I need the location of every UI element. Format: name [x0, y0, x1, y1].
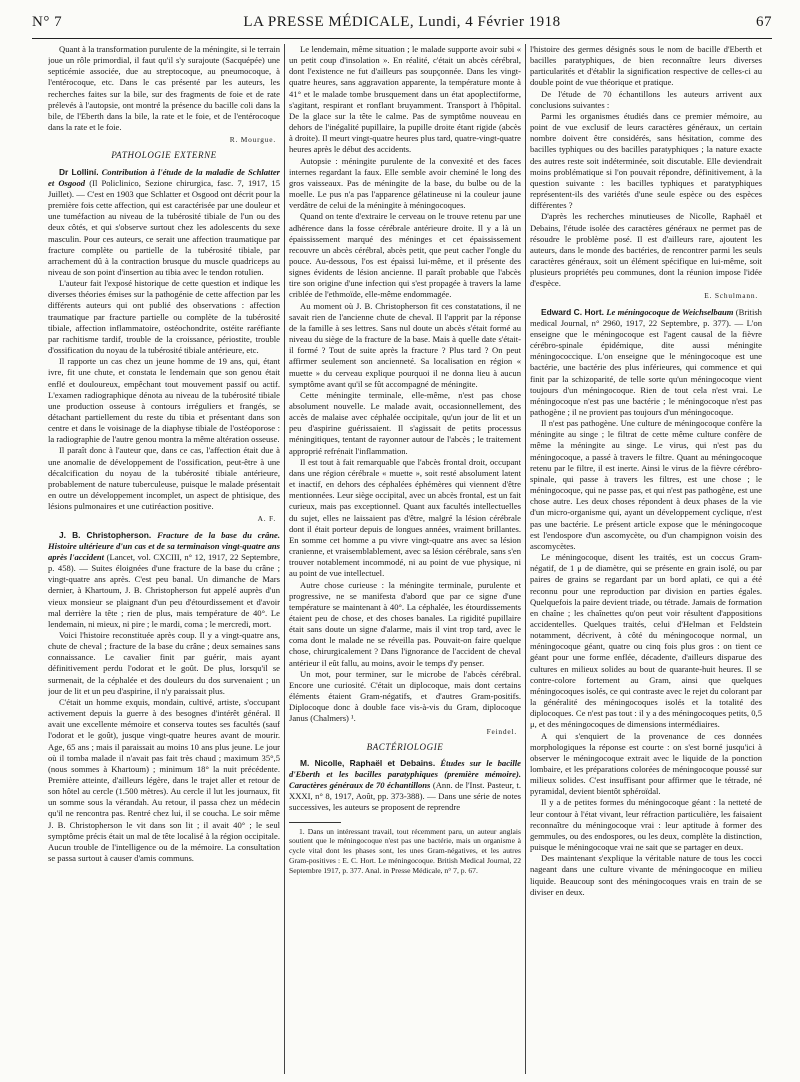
section-heading: BACTÉRIOLOGIE — [366, 741, 444, 752]
paragraph: Un mot, pour terminer, sur le microbe de l'abcès cérébral. Encore une curiosité. C'était un diplocoque, mais dont certains éléments étaient Gram-négatifs, et d'autres Gram-positifs. Diplocoque donc à double face vis-à-vis du Gram, diplocoque Janus (Chalmers) ¹. — [289, 668, 521, 724]
paragraph: Il est tout à fait remarquable que l'abcès frontal droit, occupant dans une région cérébrale « muette », soit resté absolument latent et inactif, en dehors des céphalées éphémères qui viennent d'être mentionnées. Leur siège occipital, avec un abcès frontal, est un fait curieux, mais pas exceptionnel. Quant aux facultés intellectuelles du sujet, elles ne laissaient pas d'être, malgré la lésion cérébrale dont il était porteur depuis de longues années, vraiment brillantes. En somme cet homme a pu vivre vingt-quatre ans avec sa lésion cranienne, et vraisemblablement, avec sa lésion cérébrale, sans s'en trouver notablement incommodé, ni au point de vue physique, ni au point de vue intellectuel. — [289, 456, 521, 579]
page-number: 67 — [756, 14, 772, 30]
paragraph: Il y a de petites formes du méningocoque géant : la netteté de leur contour à l'état vivant, leur réfraction particulière, les faisaient reconnaître du méningocoque vrai : leur aptitude à former des gemmules, ou des endospores, ou les deux, complète la distinction, puisque le méningocoque vrai ne sait que se partager en deux. — [530, 797, 762, 853]
paragraph: D'après les recherches minutieuses de Nicolle, Raphaël et Debains, l'étude isolée des caractères généraux ne permet pas de résoudre le problème posé. Il est d'ailleurs rare, ajoutent les auteurs, dans le monde des bactéries, de rencontrer parmi les seuls caractères généraux, soit un élément spécifique en lui-même, soit plusieurs propriétés peu communes, dont la réunion impose l'idée d'espèce. — [530, 211, 762, 289]
signature: E. Schulmann. — [704, 291, 758, 301]
paragraph: Autre chose curieuse : la méningite terminale, purulente et progressive, ne se manifesta d'abord que par ce signe d'une température se maintenant à 40°. La céphalée, les étourdissements étaient peu de chose, et des choses banales. La rigidité pupillaire était sans doute un signe d'alarme, mais il vint trop tard, avec le coma dont le malade ne se réveilla pas. Pouvait-on faire quelque chose, chirurgicalement ? Dans l'ignorance de l'accident de cheval antérieur il eût fallu, au moins, avoir le temps d'y penser. — [289, 579, 521, 668]
journal-title: LA PRESSE MÉDICALE, Lundi, 4 Février 1918 — [243, 14, 561, 30]
abstract-body: — Dans une série de notes successives, les auteurs se proposent de reprendre — [289, 791, 521, 813]
paragraph: Des maintenant s'explique la véritable nature de tous les cocci nageant dans une culture vivante de méningocoque en milieu liquide. Beaucoup sont des méningocoques vrais en train de se diviser en deux. — [530, 853, 762, 897]
column-3 — [530, 44, 762, 1074]
issue-number: N° 7 — [32, 14, 63, 30]
signature: Feindel. — [486, 726, 517, 736]
reference: (Lancet, vol. CXCIII, n° 12, 1917, 22 Septembre, p. 458). — [48, 551, 280, 574]
reference: (British medical Journal, n° 2960, 1917, 22 Septembre, p. 377). — [530, 306, 762, 328]
abstract-body: — L'on enseigne que le méningocoque est l'agent causal de la fièvre cérébro-spinale épidémique, dite aussi méningite méningococcique. L'on enseigne que le méningocoque est une bactérie, une bactérie des plus inférieures, qui commence et qui finit par la schizoparité, de telle sorte qu'un méningocoque vient toujours d'un méningocoque. Rien de tout cela n'est vrai. Le méningocoque n'est pas une bactérie ; le méningocoque n'est pas pathogène ; il ne provient pas toujours d'un méningocoque. — [530, 317, 762, 417]
paragraph: Quand on tente d'extraire le cerveau on le trouve retenu par une adhérence dans la fosse cérébrale antérieure droite. Il y a là un épaississement marqué des méninges et cet épaississement recouvre un abcès cérébral, abcès petit, que peut cacher l'ongle du pouce. Au-dessous, l'os est épaissi lui-même, et il présente des signes évidents de lésion ancienne. Il paraît probable que l'abcès tire son origine d'une infection qui s'est propagée à travers la lame criblée de l'ethmoïde, elle-même endommagée. — [289, 211, 521, 300]
column-1 — [48, 44, 280, 1074]
paragraph: Il n'est pas pathogène. Une culture de méningocoque confère la méningite au singe ; le filtrat de cette même culture confère de même la méningite au singe. Le virus, qui n'est pas du méningocoque, a passé à travers le filtre. Quant au méningocoque retenu par le filtre, il est inerte. Ainsi le virus de la fièvre cérébro-spinale, qui passe à travers les filtres, est une chose ; le méningocoque, qui ne passe pas, et qui n'est pas pathogène, est une chose autre. Les deux choses répondent à deux phases de la vie d'un micro-organisme qui, ayant un développement cyclique, n'est pas une bactérie. Le présent article expose que le méningocoque est l'endospore d'un ascomycète, ou d'un champignon voisin des ascomycètes. — [530, 418, 762, 551]
paragraph: Autopsie : méningite purulente de la convexité et des faces internes regardant la faux. Elle semble avoir cheminé le long des gros vaisseaux. Pas de méningite de la base, du bulbe ou de la moelle. Le pus n'a pas l'apparence gélatineuse ni la couleur jaune verdâtre de celui de la méningite à méningocoques. — [289, 155, 521, 211]
column-2 — [289, 44, 521, 1074]
author: M. Nicolle, Raphaël et Debains. — [300, 757, 436, 768]
abstract-christopherson — [48, 530, 280, 630]
column-divider — [525, 44, 526, 1074]
abstract-body: — Suites éloignées d'une fracture de la base du crâne ; vingt-quatre ans après. C'est peu banal. Un dimanche de Mars dernier, à Khartoum, J. B. Christopherson fut appelé auprès d'un vieux monsieur se plaignant d'un peu d'étourdissement et d'avoir mal derrière la tête ; rien de plus, mais température de 40°. Le lendemain, ni mieux, ni pire ; le mardi, coma ; le mercredi, mort. — [48, 563, 280, 629]
abstract-hort — [530, 307, 762, 419]
author: Dr Lolliní. — [59, 166, 99, 177]
paragraph: Il paraît donc à l'auteur que, dans ce cas, l'affection était due à une anomalie de développement de l'ossification, peut-être à une décalcification du noyau de la tubérosité tibiale antérieure, probablement de nature tuberculeuse, puisque le malade présentait en outre un développement incomplet, un aspect de phtisique, des lésions pulmonaires et une cutiréaction positive. — [48, 445, 280, 512]
article-title: Le méningocoque de Weichselbaum — [606, 306, 734, 317]
article-title: Études sur le bacille d'Eberth et les bacilles paratyphiques (première mémoire). Caractères généraux de 70 échantillons — [289, 757, 521, 791]
signature: R. Mourgue. — [229, 135, 276, 145]
paragraph: De l'étude de 70 échantillons les auteurs arrivent aux conclusions suivantes : — [530, 88, 762, 110]
abstract-nicolle — [289, 758, 521, 814]
paragraph: Voici l'histoire reconstituée après coup. Il y a vingt-quatre ans, chute de cheval ; fracture de la base du crâne ; deux semaines sans connaissance. Le cavalier finit par guérir, mais ayant définitivement perdu l'odorat et le goût. De plus, lorsqu'il se surmenait, de la céphalée et des douleurs du dos survenaient ; un jour de lit et un peu d'aspirine, il n'y paraissait plus. — [48, 629, 280, 696]
page-header — [32, 14, 772, 36]
paragraph: l'histoire des germes désignés sous le nom de bacille d'Eberth et bacilles paratyphiques, de bien reconnaître leurs diverses particularités et d'établir la signification respective de celles-ci au double point de vue théorique et pratique. — [530, 44, 762, 88]
reference: (Il Policlinico, Sezione chirurgica, fasc. 7, 1917, 15 Juillet). — [48, 177, 280, 199]
paragraph: C'était un homme exquis, mondain, cultivé, artiste, s'occupant activement depuis la guerre à des besognes d'intérêt général. Il avait une excellente mémoire et conserva toutes ses facultés (sauf l'odorat et le goût), jusque vingt-quatre heures avant de mourir. Age, 65 ans ; mais il paraissait au moins 10 ans plus jeune. Le jour où il tomba malade il n'avait pas fait très chaud ; maximum 35°,5 (nous sommes à Khartoum) ; minimum 18° la nuit précédente. Première atteinte, d'ailleurs légère, dans le trajet aller et retour de son hôtel au cercle (1.500 mètres). Au cercle il lut les journaux, fit un somme sous la vérandah. Au retour, il passa chez un médecin qu'il ne rencontra pas. Rentré chez lui, il se coucha. Le soir même J. B. Christopherson le vit dans son lit ; il avait 40° ; le seul symptôme précis était un mal de tête localisé à la région occipitale. Aucun trouble de l'intelligence ou de la mémoire. La consultation se passa surtout à causer d'amis communs. — [48, 696, 280, 864]
abstract-lollini — [48, 167, 280, 279]
article-title: Contribution à l'étude de la maladie de Schlatter et Osgood — [48, 166, 280, 188]
section-heading: PATHOLOGIE EXTERNE — [111, 150, 217, 161]
author: Edward C. Hort. — [541, 306, 605, 317]
paragraph: Le lendemain, même situation ; le malade supporte avoir subi « un petit coup d'insolation ». En réalité, c'était un abcès cérébral, dont l'existence ne fut d'ailleurs pas soupçonnée. Dans les vingt-quatre heures, sans aggravation apparente, la température monte à 41° et le malade tombe brusquement dans un état apoplectiforme, s'agitant, respirant et ronflant bruyamment. Transport à l'hôpital. De la glace sur la tête le calme. Pas de symptôme nouveau en dehors de l'inégalité pupillaire, la pupille droite étant rigide (abcès à droite). Il meurt vingt-quatre heures plus tard, quatre-vingt-quatre heures après le début des accidents. — [289, 44, 521, 155]
paragraph: Quant à la transformation purulente de la méningite, si le terrain joue un rôle primordial, il faut qu'il s'y surajoute (Sacquépée) une septicémie associée, due au streptocoque, au pneumocoque, à l'entérocoque, etc. Dans le cas présenté par les auteurs, les recherches faites sur la bile, sur des fragments de foie et de rate prélevés à l'autopsie, ont montré la présence du bacille coli dans la bile, de l'Eberth dans la bile, la rate et le foie, et de l'entérocoque dans la rate et le foie. — [48, 44, 280, 133]
signature: A. F. — [257, 514, 276, 524]
header-rule — [32, 38, 772, 39]
abstract-body: — C'est en 1903 que Schlatter et Osgood ont décrit pour la première fois cette affection, qui est caractérisée par une douleur et une tuméfaction au niveau de la tubérosité tibiale de l'un ou des deux côtés, et qui s'observe surtout chez les adolescents du sexe masculin. Pour ces auteurs, ce serait une affection traumatique par fracture complète ou partielle de la tubérosité tibiale, par arrachement dû à la contraction brusque du muscle quadriceps au niveau de son point d'insertion au tibia avec le tendon rotulien. — [48, 188, 280, 277]
footnote: 1. Dans un intéressant travail, tout récemment paru, un auteur anglais soutient que le méningocoque n'est pas une bactérie, mais un organisme à cycle vital dont les phases sont, les unes Gram-négatives, et les autres Gram-positives : E. C. Hort. Le méningocoque. British Medical Journal, 22 Septembre 1917, p. 377. Anal. in Presse Médicale, n° 7, p. 67. — [289, 826, 521, 875]
column-divider — [284, 44, 285, 1074]
author: J. B. Christopherson. — [59, 529, 152, 540]
footnote-rule — [289, 822, 341, 823]
paragraph: A qui s'enquiert de la provenance de ces données morphologiques la réponse est courte : on s'est borné jusqu'ici à observer le méningocoque extrait avec le liquide de la ponction lombaire, et les préparations colorées de méningocoque poussé sur milieux solides. C'est insuffisant pour affirmer que le tétrade, né pyramidal, devient bientôt sphéroïdal. — [530, 730, 762, 797]
paragraph: Cette méningite terminale, elle-même, n'est pas chose absolument nouvelle. Le malade avait, occasionnellement, des accès de malaise avec céphalée occipitale, qu'un jour de lit et un peu d'aspirine guérissaient. Il s'agissait de petits processus méningitiques, tentant de rayonner autour de l'abcès ; le traitement approprié refrénait l'inflammation. — [289, 389, 521, 456]
reference: (Ann. de l'Inst. Pasteur, t. XXXI, n° 8, 1917, Août, pp. 373-388). — [289, 780, 521, 802]
paragraph: Il rapporte un cas chez un jeune homme de 19 ans, qui, étant ivre, fit une chute, et constata le lendemain que son genou était enflé et douloureux, empêchant tout mouvement passif ou actif. L'examen radiographique dénota au niveau de la tubérosité tibiale une production osseuse à contours irréguliers et frangés, se détachant partiellement du reste du tibia et présentant dans son centre et dans le voisinage de la diaphyse tibiale de l'ostéoporose : la radiographie de l'autre genou montra la même altération osseuse. — [48, 356, 280, 445]
paragraph: Au moment où J. B. Christopherson fit ces constatations, il ne savait rien de l'ancienne chute de cheval. Il l'apprit par la réponse de la famille à ses lettres. Sans nul doute un abcès s'était formé au niveau du siège de la fracture de la base. Mais à quelle date s'était-il formé ? Tout de suite après la fracture ? Plus tard ? On peut affirmer seulement son ancienneté. Sa localisation en région « muette » du cerveau explique pourquoi il ne donna lieu à aucun symptôme avant qu'il se fût accompagné de méningite. — [289, 300, 521, 389]
paragraph: Parmi les organismes étudiés dans ce premier mémoire, au point de vue exclusif de leurs caractères généraux, un certain nombre doivent être considérés, sans hésitation, comme des bacilles typhiques ou des bacilles paratyphiques ; la nature exacte des autres reste soit indéterminée, soit discutable. Elle deviendrait moins problématique si l'on pouvait répondre, définitivement, à la question suivante : les bacilles typhiques et paratyphiques représentent-ils des variétés d'une seule espèce ou des espèces différentes ? — [530, 110, 762, 211]
paragraph: L'auteur fait l'exposé historique de cette question et indique les diverses théories émises sur la pathogénie de cette affection par les différents auteurs qui ont publié des observations : affection traumatique par fracture partielle ou complète de la tubérosité tibiale, affection inflammatoire, ostéochondrite, ostéite raréfiante par rachitisme tardif, trouble de la croissance, périostite, trouble d'ossification du noyau de la tubérosité tibiale antérieure, etc. — [48, 278, 280, 356]
paragraph: Le méningocoque, disent les traités, est un coccus Gram-négatif, de 1 μ de diamètre, qui se présente en grain isolé, ou par paires de grains se regardant par un bord aplati, ce qui a été reconnu pour une reproduction par division en parties égales. Quelquefois la paire devient triade, ou tétrade. Jamais de formation en chaîne ; les chaînettes qu'on peut voir résultent d'appositions accidentelles. Quelques traités, celui d'Helman et Feldstein notamment, décrivent, à côté du méningocoque normal, un méningocoque géant, quatre ou cinq fois plus gros : on tient ce géant pour une forme enflée, décadente, d'ailleurs disparue des cultures en milieux solides au bout de quarante-huit heures. Il se contre-colore fortement au Gram, ainsi que quelques méningocoques isolés, ce qui contraste avec le rejet du colorant par la généralité des méningocoques isolés et la totalité des diplocoques. Ce n'est pas tout : il y a des méningocoques petits, 0,5 μ, et des méningocoques de dimensions intermédiaires. — [530, 552, 762, 730]
article-title: Fracture de la base du crâne. Histoire ultérieure d'un cas et de sa terminaison vingt-quatre ans après l'accident — [48, 529, 280, 562]
